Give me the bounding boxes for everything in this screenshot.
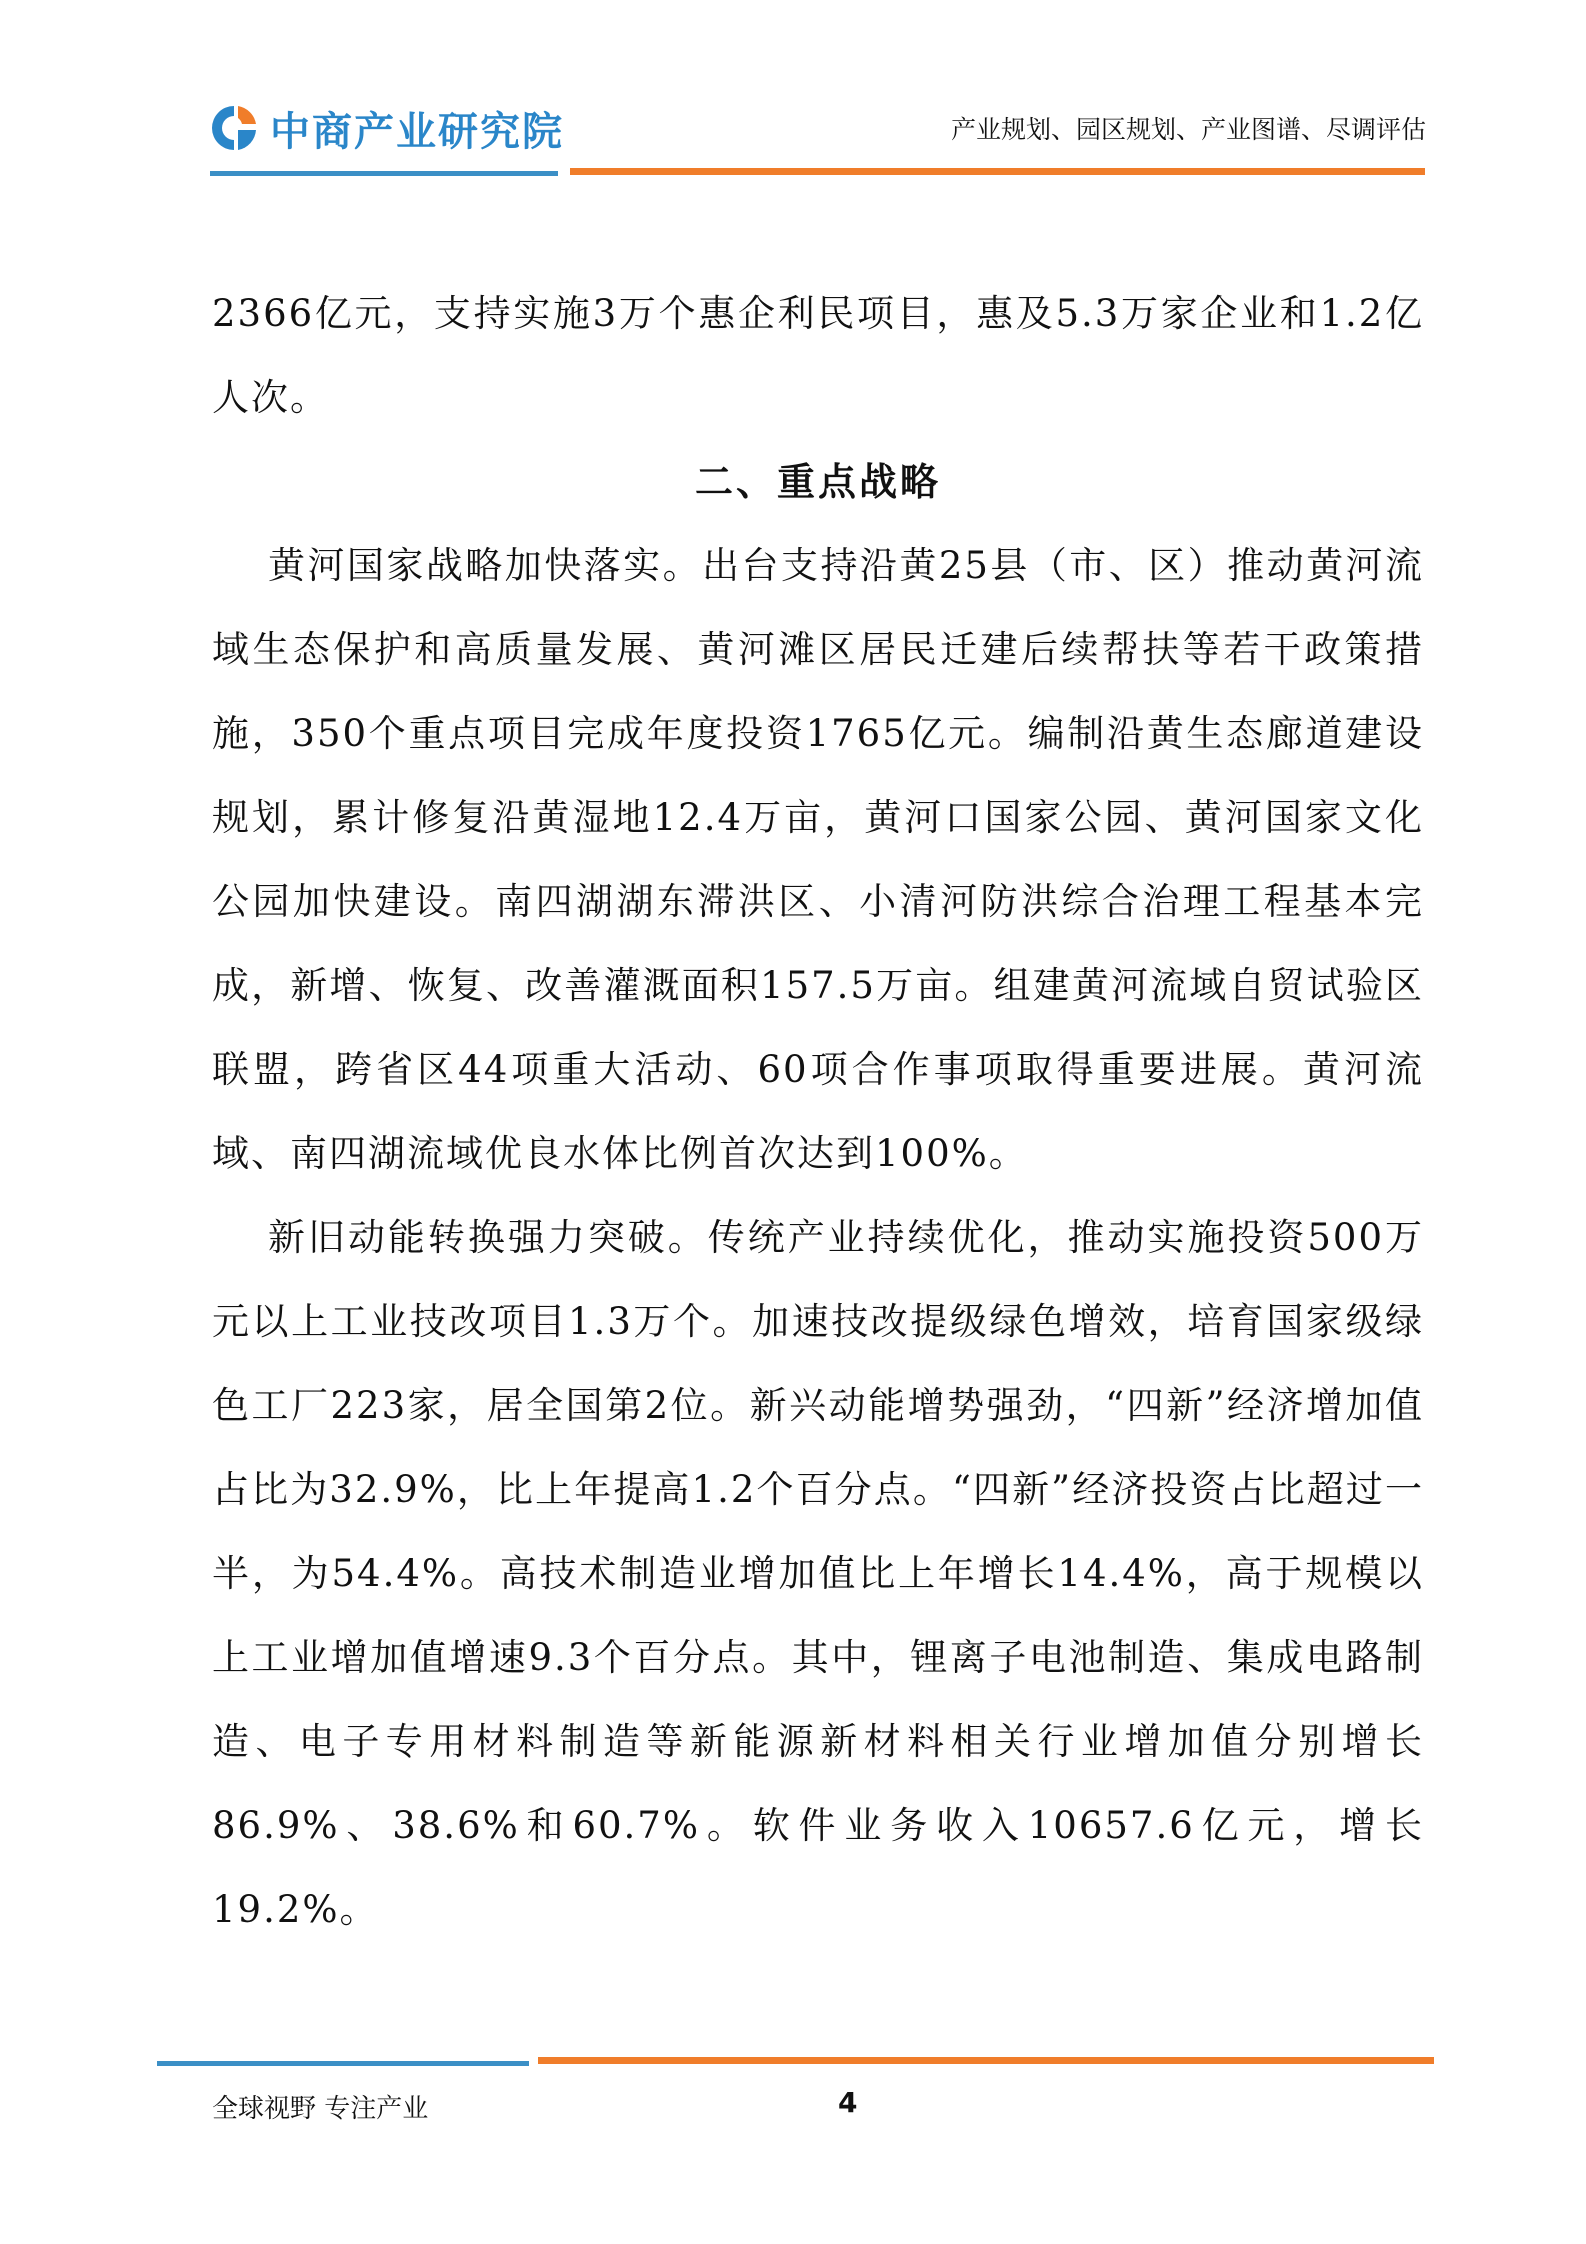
page-number: 4 — [838, 2086, 858, 2119]
paragraph-yellow-river-strategy: 黄河国家战略加快落实。出台支持沿黄25县（市、区）推动黄河流域生态保护和高质量发展、黄河滩区居民迁建后续帮扶等若干政策措施，350个重点项目完成年度投资1765亿元。编制沿黄生态廊道建设规划，累计修复沿黄湿地12.4万亩，黄河口国家公园、黄河国家文化公园加快建设。南四湖湖东滞洪区、小清河防洪综合治理工程基本完成，新增、恢复、改善灌溉面积157.5万亩。组建黄河流域自贸试验区联盟，跨省区44项重大活动、60项合作事项取得重要进展。黄河流域、南四湖流域优良水体比例首次达到100%。 — [212, 544, 1424, 1175]
footer-slogan: 全球视野 专注产业 — [212, 2094, 429, 2124]
paragraph-new-old-kinetic-energy: 新旧动能转换强力突破。传统产业持续优化，推动实施投资500万元以上工业技改项目1.3万个。加速技改提级绿色增效，培育国家级绿色工厂223家，居全国第2位。新兴动能增势强劲，“四新”经济增加值占比为32.9%，比上年提高1.2个百分点。“四新”经济投资占比超过一半，为54.4%。高技术制造业增加值比上年增长14.4%，高于规模以上工业增加值增速9.3个百分点。其中，锂离子电池制造、集成电路制造、电子专用材料制造等新能源新材料相关行业增加值分别增长86.9%、38.6%和60.7%。软件业务收入10657.6亿元，增长19.2%。 — [212, 1216, 1424, 1931]
company-logo-icon — [208, 102, 260, 154]
footer-divider-orange — [538, 2057, 1434, 2064]
main-content — [212, 272, 1424, 1952]
intro-continuation-paragraph: 2366亿元，支持实施3万个惠企利民项目，惠及5.3万家企业和1.2亿人次。 — [212, 292, 1424, 419]
section-heading: 二、重点战略 — [694, 460, 941, 504]
header-divider-orange — [570, 168, 1425, 175]
company-logo-text: 中商产业研究院 — [270, 108, 564, 155]
header-logo — [208, 98, 564, 158]
footer-divider-blue — [157, 2061, 529, 2066]
header-services: 产业规划、园区规划、产业图谱、尽调评估 — [950, 115, 1426, 144]
header-divider-blue — [210, 171, 558, 176]
